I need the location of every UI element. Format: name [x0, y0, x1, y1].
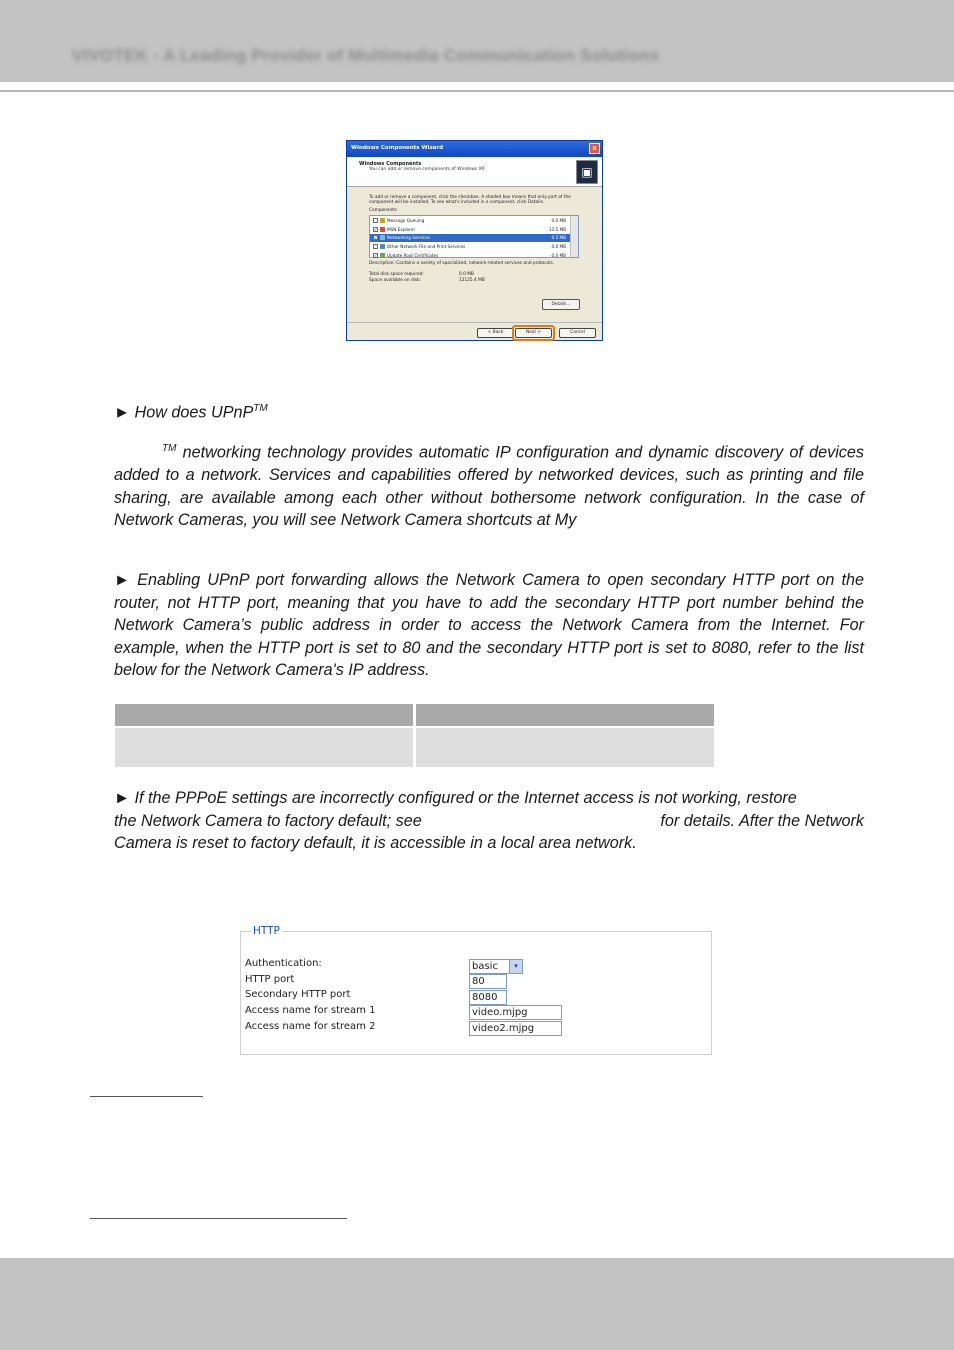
wizard-titlebar [347, 141, 602, 157]
upnp-question [114, 398, 864, 424]
component-name: Message Queuing [387, 217, 425, 223]
table-header-cell [416, 704, 714, 726]
windows-components-wizard [346, 140, 603, 341]
port-forwarding-note: ► Enabling UPnP port forwarding allows the Network Camera to open secondary HTTP port on the router, not HTTP port, meaning that you have to add the secondary HTTP port number behind the Network Camera’s public address in order to access the Network Camera from the Internet. For example, when the HTTP port is set to 80 and the secondary HTTP port is set to 8080, refer to the list below for the Network Camera's IP address. [114, 571, 864, 680]
space-required-value: 0.0 MB [459, 272, 474, 277]
close-icon[interactable]: x [589, 143, 600, 154]
wizard-header [347, 157, 602, 187]
pppoe-details-text: for details. After the Network [660, 811, 864, 830]
page-header-band [0, 0, 954, 82]
list-item[interactable] [370, 234, 578, 243]
component-icon [380, 253, 385, 258]
list-item[interactable] [370, 225, 578, 234]
http-legend: HTTP [253, 925, 280, 937]
component-icon [380, 244, 385, 249]
list-item[interactable] [370, 242, 578, 251]
stream1-access-name-input[interactable]: video.mjpg [469, 1005, 562, 1020]
disk-space-info [369, 272, 580, 283]
footnote-rule [90, 1096, 203, 1097]
list-item[interactable] [370, 251, 578, 260]
pppoe-line-1: ► If the PPPoE settings are incorrectly configured or the Internet access is not working, restore [114, 789, 797, 807]
list-scrollbar[interactable] [570, 216, 578, 257]
component-size: 13.5 MB [548, 226, 566, 232]
table-cell [115, 728, 413, 767]
checkbox-icon[interactable]: ✓ [374, 235, 378, 241]
component-icon [380, 218, 385, 223]
component-name: Update Root Certificates [387, 253, 439, 259]
checkbox-icon[interactable]: ✓ [374, 226, 378, 232]
stream2-access-name-label: Access name for stream 2 [245, 1021, 376, 1032]
space-available-value: 12125.4 MB [459, 277, 485, 283]
table-cell [416, 728, 714, 767]
component-size: 0.0 MB [551, 244, 566, 250]
upnp-body-text: networking technology provides automatic IP configuration and dynamic discovery of devices added to a network. Services and capabilities offered by networked devices, such as printing and file sharing, are available among each other without bothersome network configuration. In the case of Network Cameras, you will see Network Camera shortcuts at My [114, 443, 864, 530]
checkbox-icon[interactable] [373, 218, 378, 223]
authentication-label: Authentication: [245, 958, 322, 969]
trademark-mark: TM [162, 443, 177, 454]
header-divider [0, 90, 954, 92]
details-button[interactable]: Details... [542, 299, 580, 310]
authentication-select[interactable] [469, 959, 523, 974]
component-size: 0.0 MB [551, 217, 566, 223]
component-name: Other Network File and Print Services [387, 244, 466, 250]
http-port-input[interactable]: 80 [469, 974, 507, 989]
component-name: MSN Explorer [387, 226, 416, 232]
upnp-question-text: ► How does UPnP [114, 403, 254, 422]
wizard-intro-text: To add or remove a component, click the checkbox. A shaded box means that only part of the component will be installed. To see what's included in a component, click Details. [369, 195, 571, 205]
components-list[interactable] [369, 215, 579, 258]
component-icon [380, 235, 385, 240]
cancel-button[interactable]: Cancel [559, 328, 596, 338]
next-button-highlight [512, 325, 555, 341]
page-footer-band [0, 1258, 954, 1350]
space-required-label: Total disk space required: [369, 272, 424, 277]
next-button[interactable]: Next > [515, 328, 552, 338]
header-title: VIVOTEK - A Leading Provider of Multimedia Communication Solutions [72, 46, 660, 65]
stream2-access-name-input[interactable]: video2.mjpg [469, 1021, 562, 1036]
back-button[interactable]: < Back [477, 328, 514, 338]
wizard-footer [347, 322, 602, 340]
components-label: Components: [369, 208, 398, 213]
windows-components-icon: ▣ [576, 160, 598, 184]
checkbox-icon[interactable]: ✓ [374, 253, 378, 259]
wizard-body [347, 187, 602, 324]
http-port-label: HTTP port [245, 974, 295, 985]
pppoe-line-3: Camera is reset to factory default, it is accessible in a local area network. [114, 834, 637, 853]
pppoe-note [114, 787, 864, 855]
component-description: Description: Contains a variety of specialized, network-related services and protocols. [369, 261, 555, 266]
pppoe-line-2 [114, 810, 864, 833]
authentication-value: basic [472, 961, 498, 972]
list-item[interactable] [370, 216, 578, 225]
component-name: Networking Services [387, 235, 430, 241]
table-header-cell [115, 704, 413, 726]
wizard-title: Windows Components Wizard [351, 145, 444, 151]
component-icon [380, 227, 385, 232]
wizard-subheading: You can add or remove components of Windows XP. [369, 167, 486, 172]
http-settings-panel [240, 925, 712, 1055]
secondary-http-port-input[interactable]: 8080 [469, 990, 507, 1005]
pppoe-see-text: the Network Camera to factory default; see [114, 811, 422, 830]
chevron-down-icon[interactable]: ▾ [509, 960, 522, 973]
checkbox-icon[interactable] [373, 244, 378, 249]
space-available-label: Space available on disk: [369, 277, 422, 283]
stream1-access-name-label: Access name for stream 1 [245, 1005, 376, 1016]
ip-address-table [115, 704, 715, 767]
component-size: 0.0 MB [551, 253, 566, 259]
trademark-mark: TM [253, 403, 268, 414]
wizard-heading: Windows Components [359, 161, 422, 167]
secondary-http-port-label: Secondary HTTP port [245, 989, 351, 1000]
footnote-rule [90, 1218, 347, 1219]
upnp-body [114, 438, 864, 532]
component-size: 0.3 MB [551, 235, 566, 241]
